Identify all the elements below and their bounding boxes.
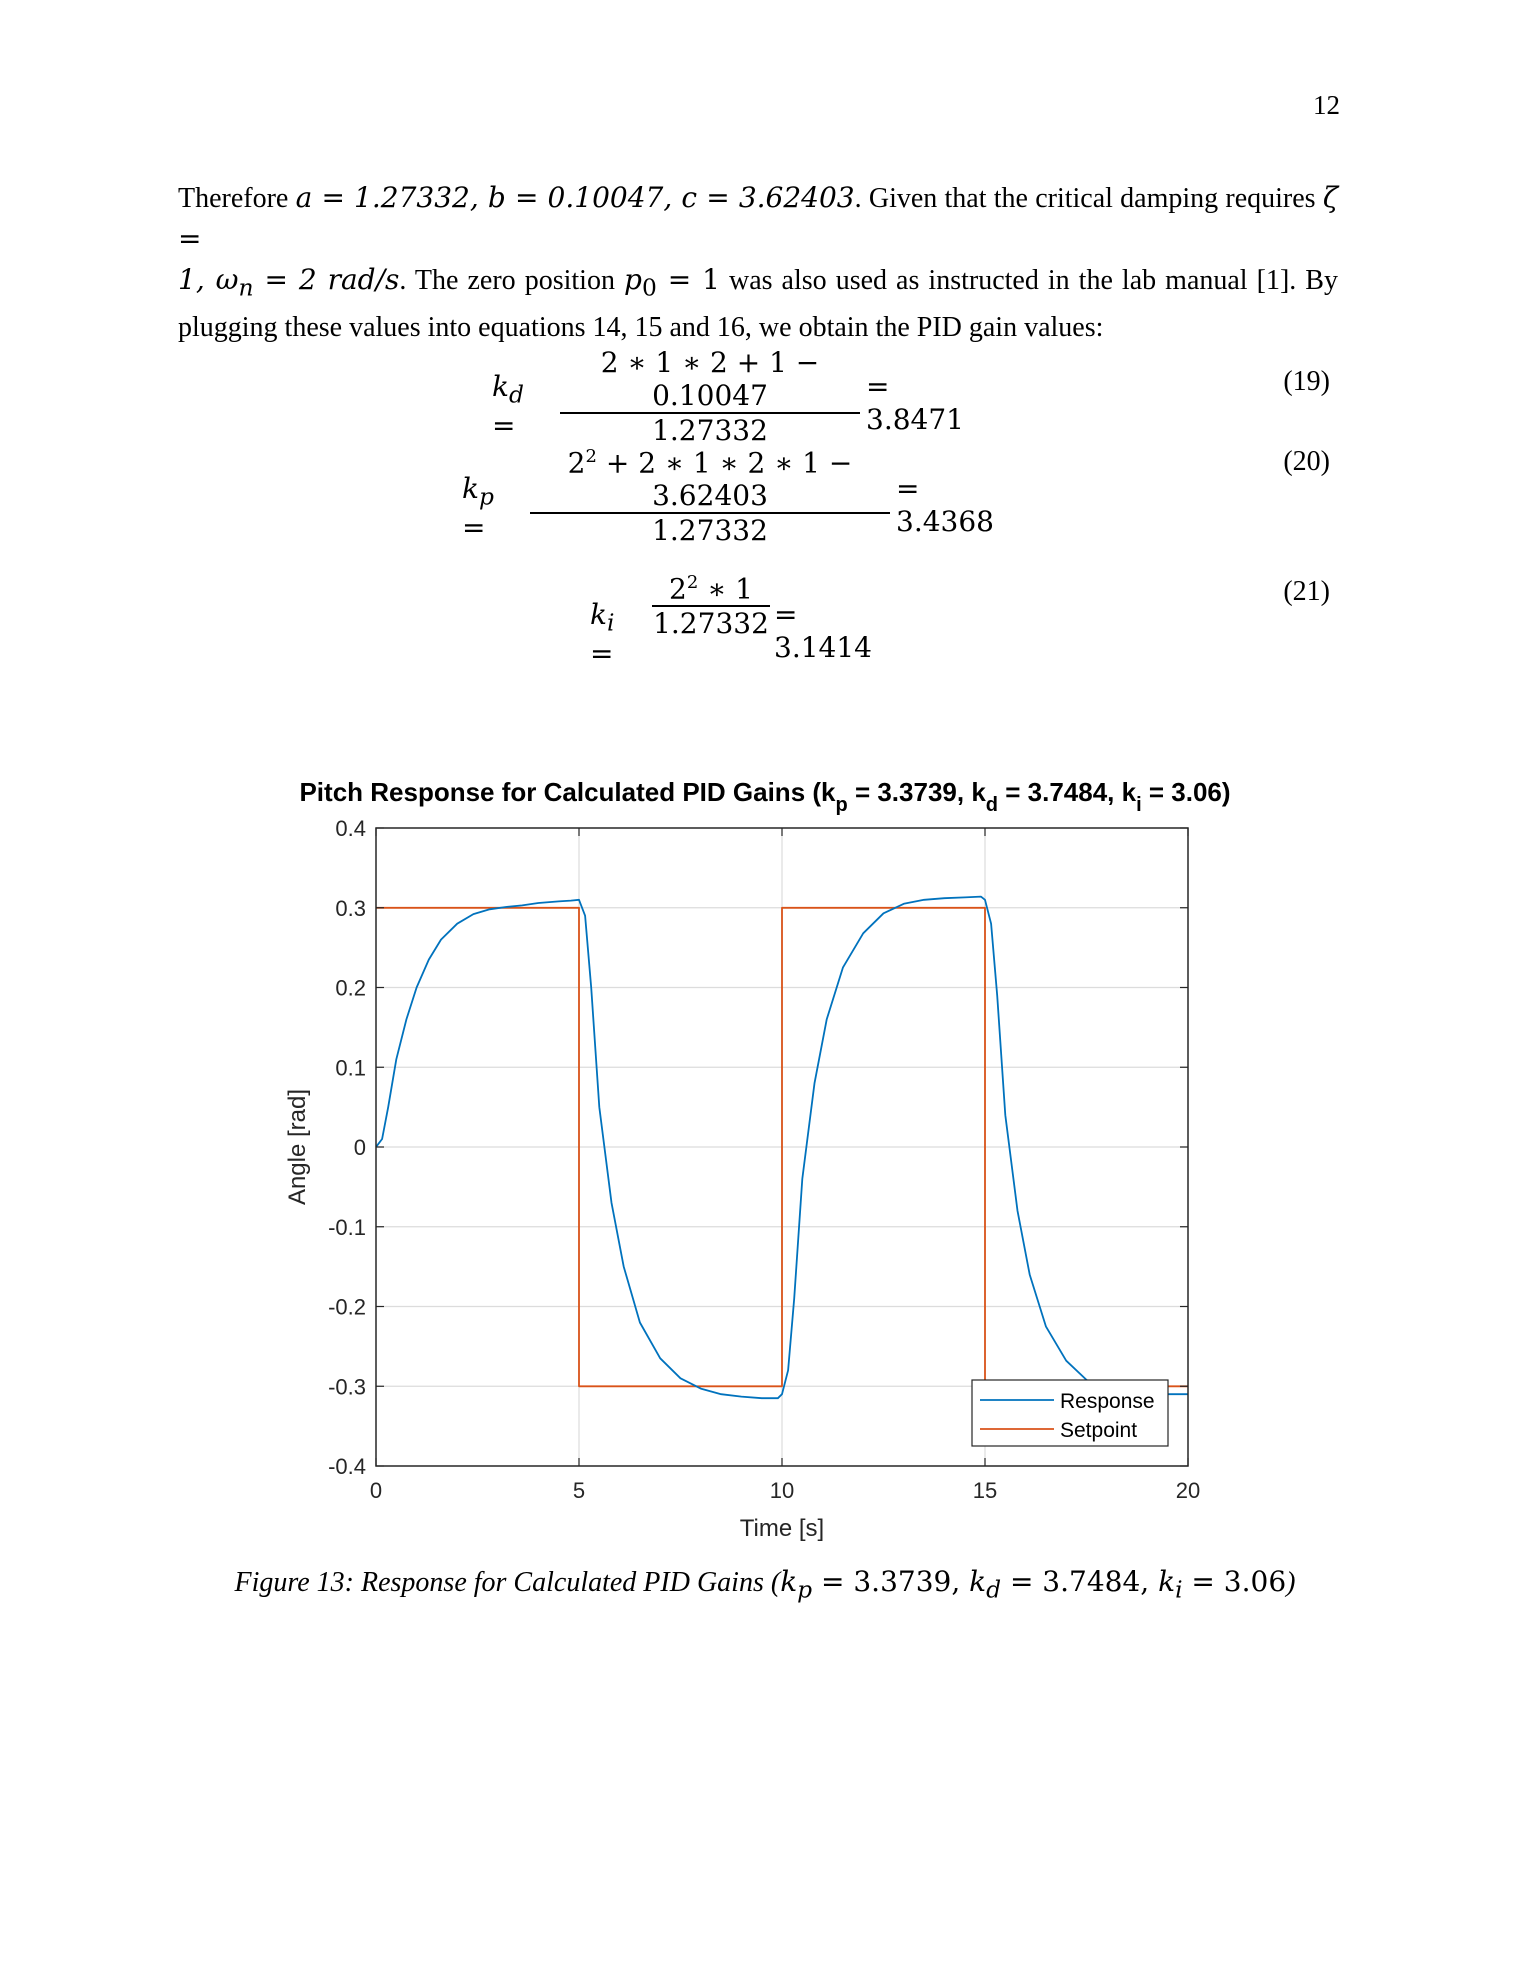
y-tick-label: -0.4 bbox=[328, 1454, 366, 1479]
equation-number-19: (19) bbox=[1283, 366, 1330, 397]
inline-math: p bbox=[624, 263, 642, 296]
equation-lhs: $k_p$ = bbox=[462, 472, 494, 544]
equation-result: = 3.8471 bbox=[866, 370, 964, 436]
equation-number-20: (20) bbox=[1283, 446, 1330, 477]
y-tick-label: -0.3 bbox=[328, 1374, 366, 1400]
text-run: . Given that the critical damping requires bbox=[854, 183, 1323, 214]
y-tick-label: 0.4 bbox=[335, 816, 366, 841]
pitch-response-chart bbox=[0, 760, 1530, 1560]
inline-math: = 2 rad/s bbox=[253, 263, 400, 296]
fraction-numerator: $2^2 + 2$ ∗ 1 ∗ 2 ∗ 1 − 3.62403 bbox=[567, 446, 853, 513]
paragraph-line-3 bbox=[178, 308, 1338, 348]
equation-fraction bbox=[530, 446, 890, 547]
inline-math: ζ = bbox=[178, 181, 1339, 255]
equation-fraction bbox=[560, 346, 860, 447]
body-paragraph bbox=[178, 178, 1338, 348]
text-run: Therefore bbox=[178, 183, 296, 214]
chart-title: Pitch Response for Calculated PID Gains ($k_p = 3.3739$, $k_d = 3.7484$, $k_i = 3.06$) bbox=[299, 777, 1231, 816]
x-tick-label: 10 bbox=[769, 1478, 795, 1503]
text-run: . The zero position bbox=[399, 265, 624, 296]
x-axis-label: Time [s] bbox=[739, 1515, 825, 1542]
chart-legend bbox=[972, 1380, 1168, 1446]
equation-result: = 3.1414 bbox=[774, 598, 872, 664]
equation-lhs: $k_i$ = bbox=[590, 598, 615, 670]
equation-lhs: $k_d$ = bbox=[492, 370, 524, 442]
y-tick-label: 0.2 bbox=[335, 975, 366, 1001]
y-tick-label: 0.1 bbox=[335, 1055, 366, 1081]
equation-fraction bbox=[652, 572, 770, 640]
text-run: plugging these values into equations 14, 15 and 16, we obtain the PID gain values: bbox=[178, 311, 1104, 343]
inline-math-sub: 0 bbox=[641, 273, 657, 302]
fraction-denominator: 1.27332 bbox=[653, 607, 769, 641]
equation-result: = 3.4368 bbox=[896, 472, 994, 538]
text-run: was also used as instructed in the lab manual [1]. By bbox=[719, 265, 1338, 296]
y-axis-label: Angle [rad] bbox=[284, 1088, 311, 1206]
caption-prefix: Figure 13: Response for Calculated PID Gains ( bbox=[234, 1567, 781, 1598]
paragraph-line-1 bbox=[178, 178, 1338, 260]
x-tick-label: 5 bbox=[572, 1478, 586, 1503]
inline-math: a = 1.27332, b = 0.10047, c = 3.62403 bbox=[295, 181, 855, 214]
x-tick-label: 20 bbox=[1175, 1478, 1201, 1503]
caption-suffix: ) bbox=[1286, 1567, 1296, 1598]
legend-label: Setpoint bbox=[1060, 1419, 1138, 1442]
fraction-denominator: 1.27332 bbox=[652, 514, 768, 548]
legend-label: Response bbox=[1060, 1390, 1155, 1413]
paragraph-line-2 bbox=[178, 260, 1338, 308]
caption-math: $k_p = 3.3739$, $k_d = 3.7484$, $k_i = 3.06$ bbox=[780, 1565, 1287, 1604]
inline-math-sub: n bbox=[238, 273, 254, 302]
figure-caption bbox=[0, 1565, 1530, 1604]
equation-number-21: (21) bbox=[1283, 576, 1330, 607]
x-tick-label: 15 bbox=[972, 1478, 998, 1503]
inline-math: = 1 bbox=[656, 263, 720, 296]
y-tick-label: 0 bbox=[353, 1135, 366, 1160]
x-tick-label: 0 bbox=[369, 1478, 383, 1503]
y-tick-label: 0.3 bbox=[335, 895, 366, 921]
fraction-numerator: $2^2$ ∗ 1 bbox=[669, 572, 753, 606]
inline-math: 1, ω bbox=[178, 263, 239, 296]
fraction-denominator: 1.27332 bbox=[652, 414, 768, 447]
page-number: 12 bbox=[1313, 90, 1340, 120]
y-tick-label: -0.1 bbox=[328, 1214, 366, 1240]
y-tick-label: -0.2 bbox=[328, 1294, 366, 1320]
fraction-numerator: 2 ∗ 1 ∗ 2 + 1 − 0.10047 bbox=[600, 346, 820, 412]
